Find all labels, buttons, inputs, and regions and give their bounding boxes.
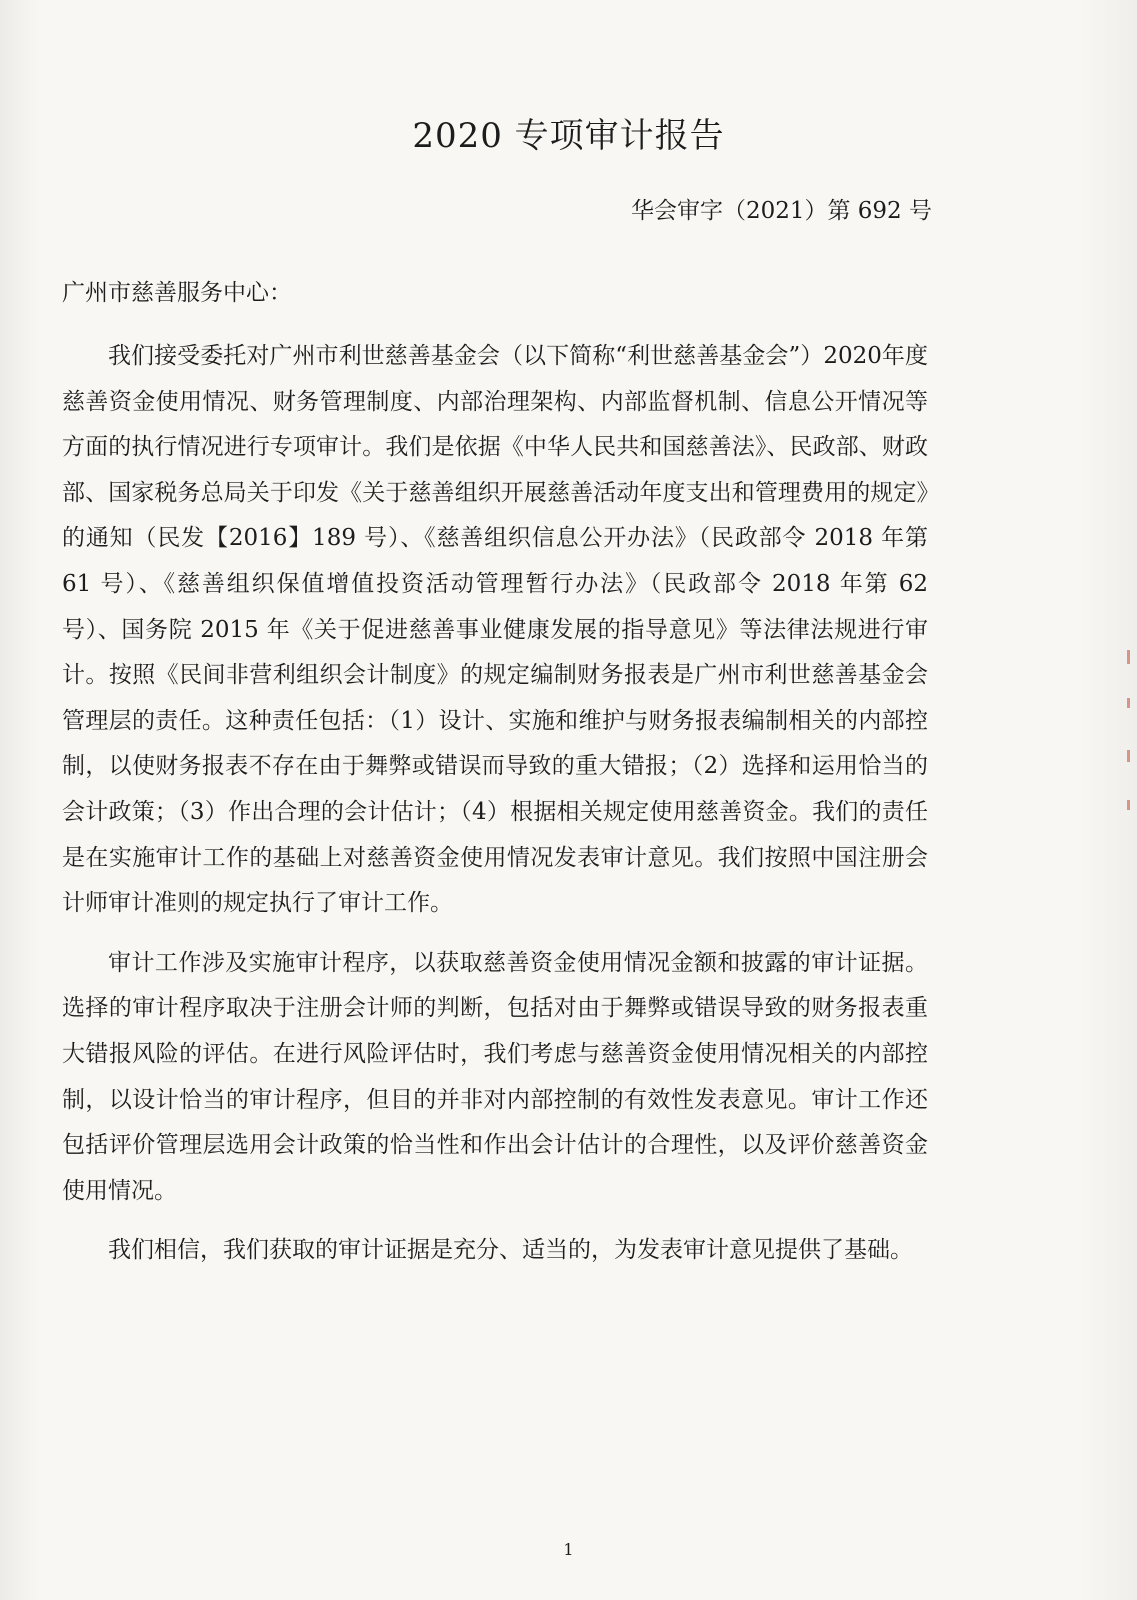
page-title: 2020 专项审计报告 (412, 116, 725, 156)
document-number: 华会审字（2021）第 692 号 (630, 198, 932, 224)
binding-edge-marks (1125, 650, 1133, 830)
paragraph-conclusion: 我们相信，我们获取的审计证据是充分、适当的，为发表审计意见提供了基础。 (108, 1237, 913, 1264)
addressee: 广州市慈善服务中心： (62, 280, 292, 306)
report-body (62, 334, 928, 1288)
paragraph-scope: 我们接受委托对广州市利世慈善基金会（以下简称“利世慈善基金会”）2020年度慈善资金使用情况、财务管理制度、内部治理架构、内部监督机制、信息公开情况等方面的执行情况进行专项审计。我们是依据《中华人民共和国慈善法》、民政部、财政部、国家税务总局关于印发《关于慈善组织开展慈善活动年度支出和管理费用的规定》的通知（民发【2016】189 号）、《慈善组织信息公开办法》（民政部令 2018 年第 61 号）、《慈善组织保值增值投资活动管理暂行办法》（民政部令 2018 年第 62 号）、国务院 2015 年《关于促进慈善事业健康发展的指导意见》等法律法规进行审计。按照《民间非营利组织会计制度》的规定编制财务报表是广州市利世慈善基金会管理层的责任。这种责任包括：（1）设计、实施和维护与财务报表编制相关的内部控制，以使财务报表不存在由于舞弊或错误而导致的重大错报；（2）选择和运用恰当的会计政策；（3）作出合理的会计估计；（4）根据相关规定使用慈善资金。我们的责任是在实施审计工作的基础上对慈善资金使用情况发表审计意见。我们按照中国注册会计师审计准则的规定执行了审计工作。 (62, 343, 928, 917)
edge-mark (1127, 750, 1130, 762)
edge-mark (1127, 800, 1130, 810)
paragraph-procedures: 审计工作涉及实施审计程序，以获取慈善资金使用情况金额和披露的审计证据。选择的审计程序取决于注册会计师的判断，包括对由于舞弊或错误导致的财务报表重大错报风险的评估。在进行风险评估时，我们考虑与慈善资金使用情况相关的内部控制，以设计恰当的审计程序，但目的并非对内部控制的有效性发表意见。审计工作还包括评价管理层选用会计政策的恰当性和作出会计估计的合理性，以及评价慈善资金使用情况。 (62, 949, 928, 1204)
page-number: 1 (563, 1540, 574, 1559)
edge-mark (1127, 698, 1130, 708)
edge-mark (1127, 650, 1130, 664)
